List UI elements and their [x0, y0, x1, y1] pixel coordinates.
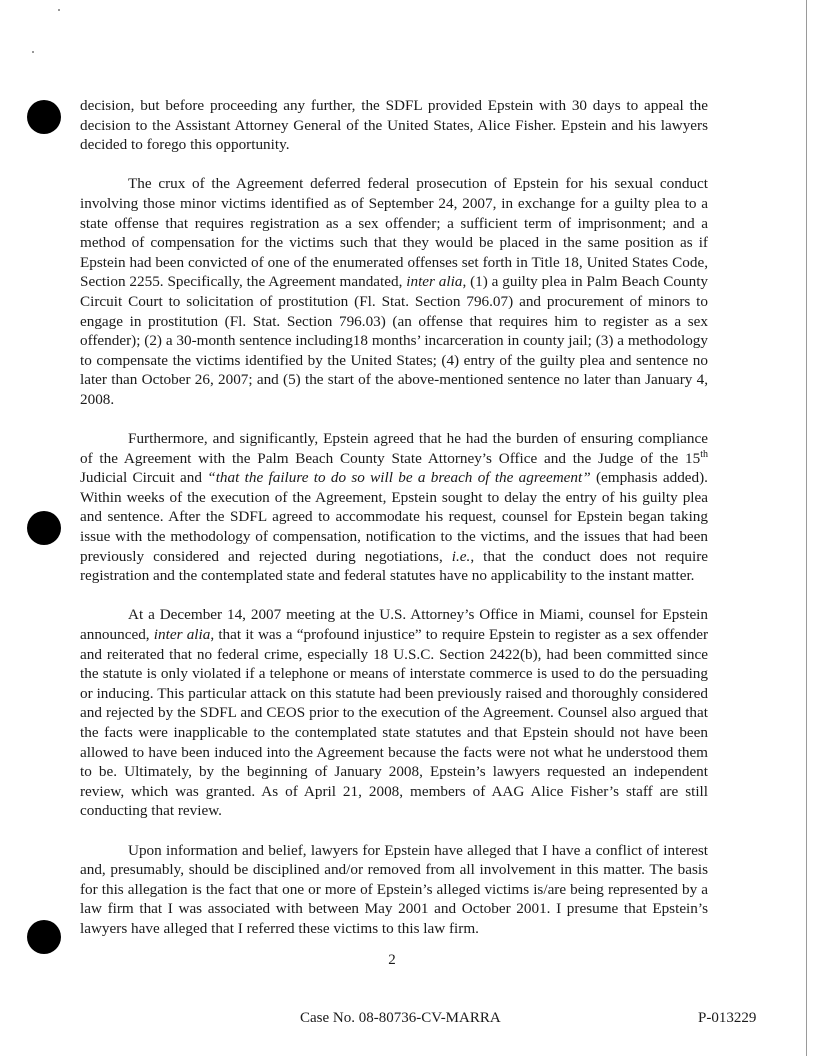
- punch-hole-middle: [27, 511, 61, 545]
- text-run: , (1) a guilty plea in Palm Beach County Circuit Court to solicitation of prostitution (Fl. Stat. Section 796.07) and procurement of minors to engage in prostitution (Fl. Stat. Section 796.03) (an offense that requires him to register as a sex offender); (2) a 30-month sentence including18 months’ incarceration in county jail; (3) a methodology to compensate the victims identified by the United States; (4) entry of the guilty plea and sentence no later than October 26, 2007; and (5) the start of the above-mentioned sentence no later than January 4, 2008.: [80, 273, 709, 408]
- scan-speck: [32, 51, 34, 53]
- paragraph: [80, 841, 708, 939]
- scan-speck: [58, 9, 60, 11]
- text-italic: “that the failure to do so will be a breach of the agreement”: [207, 469, 591, 487]
- case-number: Case No. 08-80736-CV-MARRA: [300, 1010, 501, 1026]
- body-text: [80, 96, 708, 958]
- page-number: 2: [388, 952, 396, 968]
- punch-hole-bottom: [27, 920, 61, 954]
- text-italic: inter alia: [406, 273, 463, 291]
- text-run: At a December 14, 2007 meeting at the U.S. Attorney’s Office in Miami, counsel for Epstein announced,: [80, 606, 708, 644]
- text-run: Upon information and belief, lawyers for Epstein have alleged that I have a conflict of interest and, presumably, should be disciplined and/or removed from all involvement in this matter. The basis for this allegation is the fact that one or more of Epstein’s alleged victims is/are being represented by a law firm that I was associated with between May 2001 and October 2001. I presume that Epstein’s lawyers have alleged that I referred these victims to this law firm.: [80, 841, 708, 937]
- bates-number: P-013229: [698, 1010, 757, 1026]
- paragraph: [80, 174, 708, 409]
- text-run: Judicial Circuit and: [80, 469, 208, 487]
- text-sup: th: [700, 448, 708, 460]
- text-run: (emphasis added). Within weeks of the execution of the Agreement, Epstein sought to delay the entry of his guilty plea and sentence. After the SDFL agreed to accommodate his request, counsel for Epstein began taking issue with the methodology of compensation, notification to the victims, and the issues that had been previously considered and rejected during negotiations,: [80, 469, 708, 565]
- text-run: , that the conduct does not require registration and the contemplated state and federal statutes have no applicability to the instant matter.: [80, 547, 708, 585]
- scan-edge-line: [806, 0, 807, 1056]
- text-run: The crux of the Agreement deferred federal prosecution of Epstein for his sexual conduct involving those minor victims identified as of September 24, 2007, in exchange for a guilty plea to a state offense that requires registration as a sex offender; a sufficient term of imprisonment; and a method of compensation for the victims such that they would be placed in the same position as if Epstein had been convicted of one of the enumerated offenses set forth in Title 18, United States Code, Section 2255. Specifically, the Agreement mandated,: [80, 175, 708, 291]
- paragraph: [80, 96, 708, 155]
- punch-hole-top: [27, 100, 61, 134]
- paragraph: [80, 605, 708, 821]
- text-run: decision, but before proceeding any further, the SDFL provided Epstein with 30 days to appeal the decision to the Assistant Attorney General of the United States, Alice Fisher. Epstein and his lawyers decided to forego this opportunity.: [80, 97, 708, 154]
- text-italic: i.e.: [451, 547, 471, 565]
- paragraph: [80, 429, 708, 586]
- text-run: , that it was a “profound injustice” to require Epstein to register as a sex offender and reiterated that no federal crime, especially 18 U.S.C. Section 2422(b), had been committed since the statute is only violated if a telephone or means of interstate commerce is used to do the persuading or inducing. This particular attack on this statute had been previously raised and thoroughly considered and rejected by the SDFL and CEOS prior to the execution of the Agreement. Counsel also argued that the facts were inapplicable to the contemplated state statutes and that Epstein should not have been allowed to have been induced into the Agreement because the facts were not what he understood them to be. Ultimately, by the beginning of January 2008, Epstein’s lawyers requested an independent review, which was granted. As of April 21, 2008, members of AAG Alice Fisher’s staff are still conducting that review.: [80, 626, 708, 820]
- text-run: Furthermore, and significantly, Epstein agreed that he had the burden of ensuring compliance of the Agreement with the Palm Beach County State Attorney’s Office and the Judge of the 15: [80, 430, 708, 467]
- text-italic: inter alia: [153, 626, 211, 644]
